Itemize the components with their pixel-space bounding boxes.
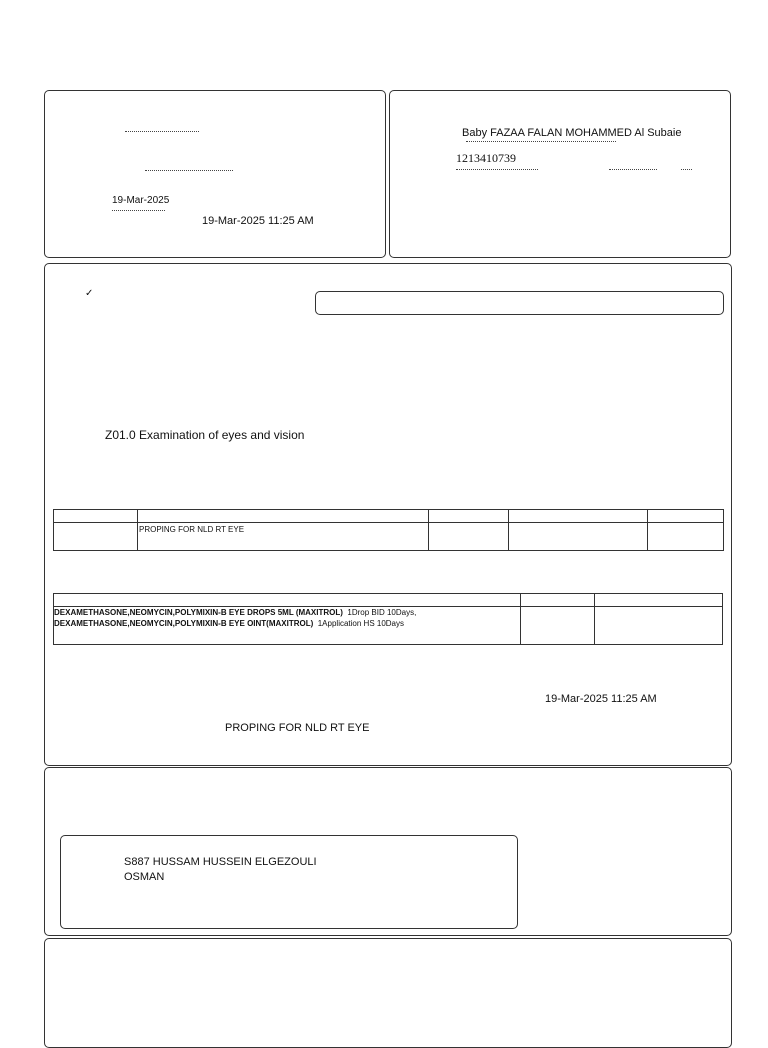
medication-table bbox=[53, 593, 723, 645]
empty-input-box bbox=[315, 291, 724, 315]
blank-line bbox=[681, 169, 692, 170]
check-mark: ✓ bbox=[85, 288, 94, 299]
physician-name: S887 HUSSAM HUSSEIN ELGEZOULI bbox=[124, 856, 317, 868]
blank-line bbox=[145, 170, 233, 171]
procedure-cell: PROPING FOR NLD RT EYE bbox=[138, 523, 429, 551]
blank-line bbox=[456, 169, 538, 170]
remarks-text: PROPING FOR NLD RT EYE bbox=[225, 722, 370, 734]
patient-name-underline bbox=[466, 141, 616, 142]
visit-date: 19-Mar-2025 bbox=[112, 195, 170, 206]
visit-datetime: 19-Mar-2025 11:25 AM bbox=[202, 215, 314, 227]
table-header-row bbox=[54, 510, 724, 523]
header-right-panel bbox=[389, 90, 731, 258]
physician-panel bbox=[44, 767, 732, 936]
bottom-panel bbox=[44, 938, 732, 1048]
table-row bbox=[54, 607, 723, 645]
table-cell bbox=[648, 523, 724, 551]
table-cell bbox=[54, 523, 138, 551]
clinical-panel bbox=[44, 263, 732, 766]
medication-cell bbox=[54, 607, 521, 645]
table-cell bbox=[429, 523, 509, 551]
diagnosis-text: Z01.0 Examination of eyes and vision bbox=[105, 428, 305, 442]
medication-line: DEXAMETHASONE,NEOMYCIN,POLYMIXIN-B EYE OINT(MAXITROL) 1Application HS 10Days bbox=[54, 619, 405, 628]
patient-name: Baby FAZAA FALAN MOHAMMED Al Subaie bbox=[462, 127, 682, 139]
medication-line: DEXAMETHASONE,NEOMYCIN,POLYMIXIN-B EYE DROPS 5ML (MAXITROL) 1Drop BID 10Days, bbox=[54, 608, 417, 617]
blank-line bbox=[609, 169, 657, 170]
signed-datetime: 19-Mar-2025 11:25 AM bbox=[545, 693, 657, 705]
procedure-table bbox=[53, 509, 724, 551]
table-cell bbox=[509, 523, 648, 551]
physician-name-2: OSMAN bbox=[124, 871, 165, 883]
table-row bbox=[54, 523, 724, 551]
header-left-panel bbox=[44, 90, 386, 258]
physician-box bbox=[60, 835, 518, 929]
blank-line bbox=[112, 210, 165, 211]
blank-line bbox=[125, 131, 199, 132]
table-header-row bbox=[54, 594, 723, 607]
patient-id: 1213410739 bbox=[456, 151, 516, 165]
